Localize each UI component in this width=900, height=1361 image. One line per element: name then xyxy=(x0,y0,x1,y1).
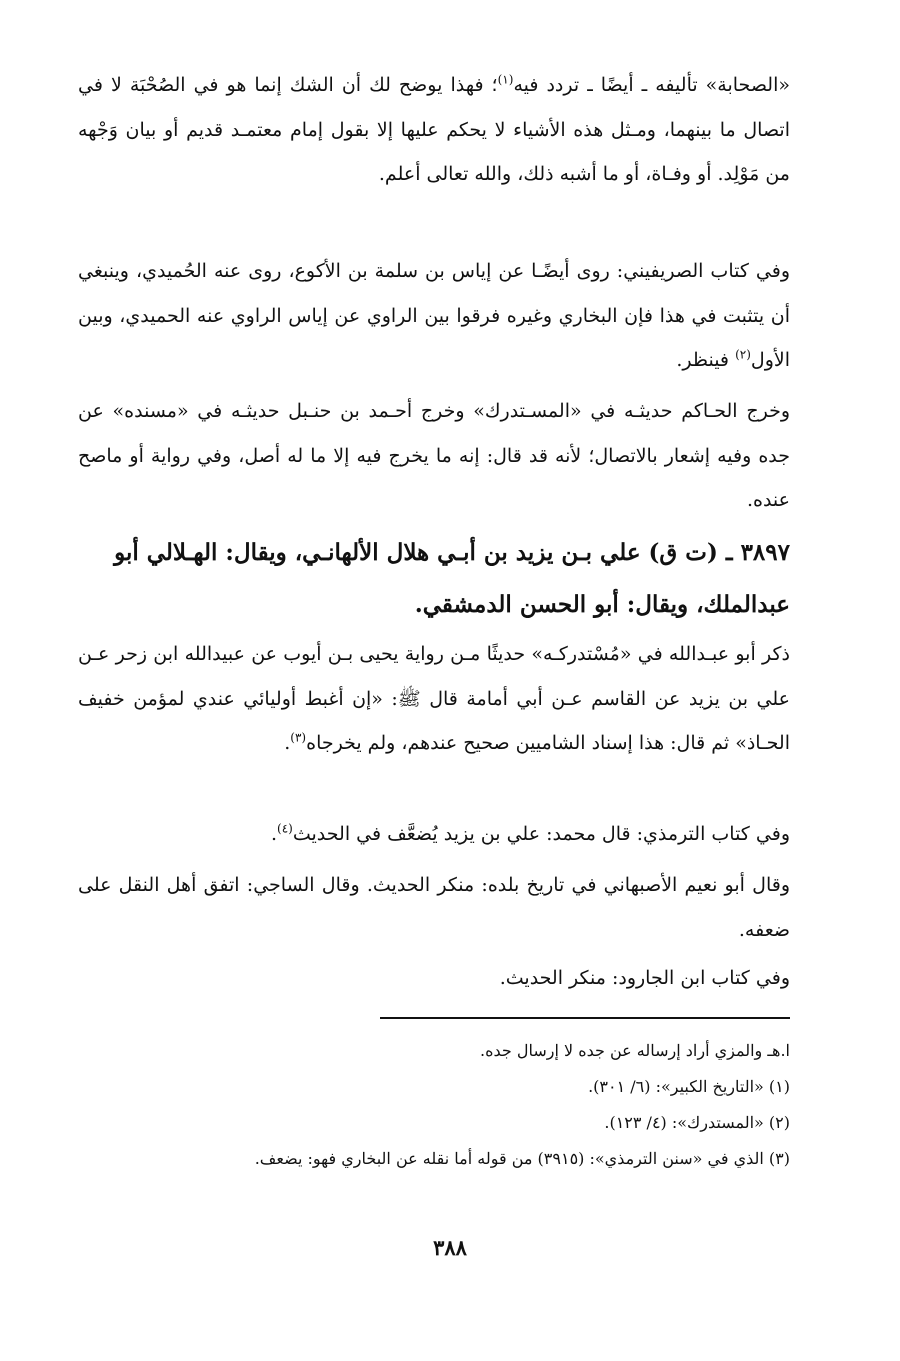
paragraph-mustadrak-hadith xyxy=(78,632,790,766)
paragraph-text: وفي كتاب ابن الجارود: منكر الحديث. xyxy=(499,967,790,989)
entry-heading-3897 xyxy=(78,527,790,631)
footnote-1: (١) «التاريخ الكبير»: (٦/ ٣٠١). xyxy=(588,1077,790,1096)
footnote-ref-2[interactable]: (٢) xyxy=(735,347,751,362)
paragraph-text: «الصحابة» تأليفه ـ أيضًا ـ تردد فيه$^{(١)}$؛ فهذا يوضح لك أن الشك إنما هو في الصُحْبَة لا في اتصال ما بينهما، ومـثل هذه الأشياء لا يحكم عليها إلا بقول إمام معتمـد قديم أو بيان وَجْهه من مَوْلِد. أو وفـاة، أو ما أشبه ذلك، والله تعالى أعلم. xyxy=(78,72,790,185)
paragraph-sahaba-doubt xyxy=(78,63,790,197)
footnote-ref-3[interactable]: (٣) xyxy=(290,730,307,745)
footnote-ref-4[interactable]: (٤) xyxy=(277,821,293,836)
footnote-divider xyxy=(380,1017,790,1019)
footnote-2: (٢) «المستدرك»: (٤/ ١٢٣). xyxy=(604,1113,790,1132)
footnote-continuation: ا.هـ والمزي أراد إرساله عن جده لا إرسال جده. xyxy=(480,1041,790,1060)
paragraph-tirmidhi xyxy=(78,812,790,857)
paragraph-text: وفي كتاب الصريفيني: روى أيضًـا عن إياس بن سلمة بن الأكوع، روى عنه الحُميدي، وينبغي أن يتثبت في هذا فإن البخاري وغيره فرقوا بين الراوي عن إياس الراوي عنه الحميدي، وبين الأول$^{(٢)}$ فينظر. xyxy=(78,260,790,371)
paragraph-ibn-jarud xyxy=(78,956,790,1001)
paragraph-text: وخرج الحـاكم حديثـه في «المسـتدرك» وخرج أحـمد بن حنـبل حديثـه في «مسنده» عن جده وفيه إشعار بالاتصال؛ لأنه قد قال: إنه ما يخرج فيه إلا ما له أصل، وفي رواية أو ماصح عنده. xyxy=(78,400,790,511)
entry-heading-text: ٣٨٩٧ ـ (ت ق) علي بـن يزيد بن أبـي هلال الألهانـي، ويقال: الهـلالي أبو عبدالملك، ويقال: أبو الحسن الدمشقي. xyxy=(114,539,790,618)
footnote-3: (٣) الذي في «سنن الترمذي»: (٣٩١٥) من قوله أما نقله عن البخاري فهو: يضعف. xyxy=(254,1149,790,1168)
footnote-ref-1[interactable]: (١) xyxy=(497,72,514,87)
paragraph-sarifini xyxy=(78,249,790,383)
paragraph-text: وقال أبو نعيم الأصبهاني في تاريخ بلده: منكر الحديث. وقال الساجي: اتفق أهل النقل على ضعفه. xyxy=(78,874,790,941)
paragraph-text: ذكر أبو عبـدالله في «مُسْتدركـه» حديثًا مـن رواية يحيى بـن أيوب عن عبيدالله ابن زحر عـن علي بن يزيد عن القاسم عـن أبي أمامة قال ﷺ: «إن أغبط أوليائي عندي لمؤمن خفيف الحـاذ» ثم قال: هذا إسناد الشاميين صحيح عندهم، ولم يخرجاه$^{(٣)}$. xyxy=(78,643,790,754)
paragraph-hakim-ahmad xyxy=(78,389,790,523)
paragraph-abu-nuaym xyxy=(78,863,790,952)
paragraph-text: وفي كتاب الترمذي: قال محمد: علي بن يزيد يُضعَّف في الحديث$^{(٤)}$. xyxy=(270,821,790,845)
footnotes-section xyxy=(78,1033,790,1177)
page-number: ٣٨٨ xyxy=(433,1235,467,1260)
